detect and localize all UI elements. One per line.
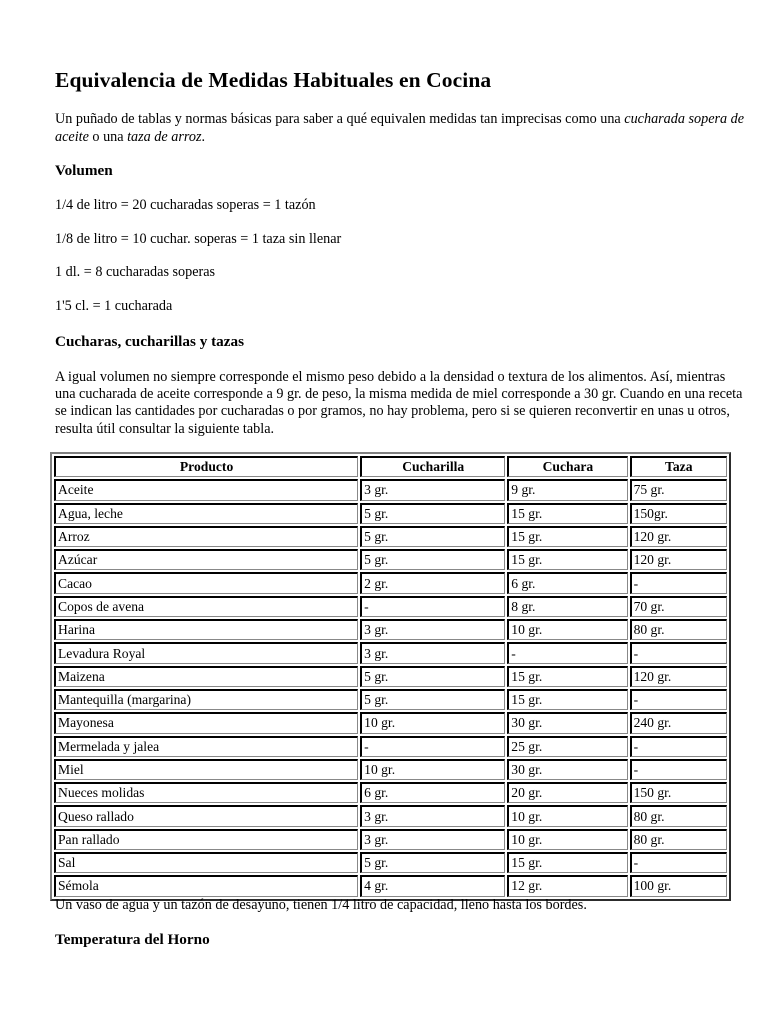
- cell-producto: Levadura Royal: [54, 642, 358, 663]
- header-cuchara: Cuchara: [507, 456, 627, 477]
- equivalence-table: [50, 452, 731, 901]
- cell-producto: Mermelada y jalea: [54, 736, 358, 757]
- cell-producto: Miel: [54, 759, 358, 780]
- cell-cuchara: 15 gr.: [507, 526, 627, 547]
- table-row: [54, 829, 727, 850]
- cell-cuchara: 12 gr.: [507, 875, 627, 896]
- cell-cuchara: 6 gr.: [507, 572, 627, 593]
- cell-cuchara: 15 gr.: [507, 503, 627, 524]
- cell-producto: Mantequilla (margarina): [54, 689, 358, 710]
- cell-cucharilla: 5 gr.: [360, 852, 505, 873]
- table-row: [54, 642, 727, 663]
- table-body: [54, 479, 727, 896]
- volumen-line: 1/8 de litro = 10 cuchar. soperas = 1 taza sin llenar: [55, 231, 342, 247]
- cell-producto: Arroz: [54, 526, 358, 547]
- intro-text-after: .: [201, 129, 206, 145]
- cell-cuchara: 15 gr.: [507, 852, 627, 873]
- cell-producto: Maizena: [54, 666, 358, 687]
- cell-taza: -: [630, 689, 727, 710]
- intro-text-middle: o una: [88, 129, 128, 145]
- cell-cuchara: 8 gr.: [507, 596, 627, 617]
- table-row: [54, 479, 727, 500]
- volumen-line: 1 dl. = 8 cucharadas soperas: [55, 264, 216, 280]
- volumen-line: 1/4 de litro = 20 cucharadas soperas = 1 tazón: [55, 197, 316, 213]
- table-row: [54, 503, 727, 524]
- cell-cucharilla: 10 gr.: [360, 759, 505, 780]
- cell-cucharilla: -: [360, 736, 505, 757]
- intro-italic-arroz: taza de arroz: [127, 129, 202, 145]
- table-row: [54, 666, 727, 687]
- cell-cucharilla: 3 gr.: [360, 479, 505, 500]
- cell-taza: 120 gr.: [630, 549, 727, 570]
- table-header-row: [54, 456, 727, 477]
- cell-producto: Sémola: [54, 875, 358, 896]
- volumen-line: 1'5 cl. = 1 cucharada: [55, 298, 173, 314]
- cell-cucharilla: 10 gr.: [360, 712, 505, 733]
- heading-horno: Temperatura del Horno: [55, 931, 210, 948]
- cell-producto: Pan rallado: [54, 829, 358, 850]
- cell-producto: Cacao: [54, 572, 358, 593]
- cell-taza: -: [630, 759, 727, 780]
- cell-cuchara: 15 gr.: [507, 689, 627, 710]
- cell-producto: Copos de avena: [54, 596, 358, 617]
- cell-cucharilla: 3 gr.: [360, 619, 505, 640]
- table-row: [54, 805, 727, 826]
- cell-cuchara: -: [507, 642, 627, 663]
- cell-cucharilla: 5 gr.: [360, 503, 505, 524]
- table-row: [54, 572, 727, 593]
- cell-taza: 75 gr.: [630, 479, 727, 500]
- cell-taza: -: [630, 852, 727, 873]
- cell-cucharilla: 5 gr.: [360, 526, 505, 547]
- cell-producto: Aceite: [54, 479, 358, 500]
- cell-cuchara: 25 gr.: [507, 736, 627, 757]
- cell-taza: 100 gr.: [630, 875, 727, 896]
- cell-taza: 80 gr.: [630, 829, 727, 850]
- intro-italic-aceite: cucharada sopera de aceite: [55, 111, 745, 145]
- cell-cuchara: 10 gr.: [507, 619, 627, 640]
- header-producto: Producto: [54, 456, 358, 477]
- cell-cuchara: 10 gr.: [507, 829, 627, 850]
- cell-cucharilla: 3 gr.: [360, 829, 505, 850]
- cell-producto: Queso rallado: [54, 805, 358, 826]
- table-row: [54, 549, 727, 570]
- cell-producto: Azúcar: [54, 549, 358, 570]
- header-cucharilla: Cucharilla: [360, 456, 505, 477]
- intro-paragraph: [55, 110, 745, 146]
- intro-text-before: Un puñado de tablas y normas básicas para saber a qué equivalen medidas tan imprecisas como una: [55, 111, 625, 127]
- cell-cucharilla: 5 gr.: [360, 689, 505, 710]
- cell-cuchara: 15 gr.: [507, 549, 627, 570]
- cell-producto: Harina: [54, 619, 358, 640]
- cell-taza: -: [630, 572, 727, 593]
- table-row: [54, 852, 727, 873]
- table-row: [54, 736, 727, 757]
- cell-cuchara: 20 gr.: [507, 782, 627, 803]
- table-row: [54, 596, 727, 617]
- table-row: [54, 875, 727, 896]
- cell-cucharilla: 3 gr.: [360, 805, 505, 826]
- cell-cuchara: 9 gr.: [507, 479, 627, 500]
- table-row: [54, 759, 727, 780]
- cell-cuchara: 30 gr.: [507, 759, 627, 780]
- cucharas-paragraph: A igual volumen no siempre corresponde el mismo peso debido a la densidad o textura de los alimentos. Así, mientras una cucharada de aceite corresponde a 9 gr. de peso, la misma medida de miel corresponde a 30 gr. Cuando en una receta se indican las cantidades por cucharadas o por gramos, no hay problema, pero si se quieren reconvertir en unas u otros, resulta útil consultar la siguiente tabla.: [55, 369, 743, 437]
- cell-taza: 120 gr.: [630, 666, 727, 687]
- cell-taza: -: [630, 736, 727, 757]
- cell-cuchara: 15 gr.: [507, 666, 627, 687]
- cell-cucharilla: 6 gr.: [360, 782, 505, 803]
- cell-producto: Mayonesa: [54, 712, 358, 733]
- table-row: [54, 526, 727, 547]
- cell-taza: 80 gr.: [630, 619, 727, 640]
- table-row: [54, 782, 727, 803]
- cell-cucharilla: -: [360, 596, 505, 617]
- cell-taza: 70 gr.: [630, 596, 727, 617]
- table-row: [54, 619, 727, 640]
- cell-taza: -: [630, 642, 727, 663]
- cell-producto: Nueces molidas: [54, 782, 358, 803]
- table-row: [54, 689, 727, 710]
- table-row: [54, 712, 727, 733]
- cell-taza: 150 gr.: [630, 782, 727, 803]
- cell-producto: Agua, leche: [54, 503, 358, 524]
- cell-cuchara: 10 gr.: [507, 805, 627, 826]
- cell-producto: Sal: [54, 852, 358, 873]
- cell-taza: 80 gr.: [630, 805, 727, 826]
- cell-cucharilla: 5 gr.: [360, 666, 505, 687]
- cell-cucharilla: 3 gr.: [360, 642, 505, 663]
- heading-cucharas: Cucharas, cucharillas y tazas: [55, 333, 244, 350]
- cell-cuchara: 30 gr.: [507, 712, 627, 733]
- note-paragraph: Un vaso de agua y un tazón de desayuno, tienen 1/4 litro de capacidad, lleno hasta los bordes.: [55, 897, 587, 913]
- cell-taza: 150gr.: [630, 503, 727, 524]
- cell-cucharilla: 4 gr.: [360, 875, 505, 896]
- cell-cucharilla: 2 gr.: [360, 572, 505, 593]
- heading-volumen: Volumen: [55, 162, 113, 179]
- cell-cucharilla: 5 gr.: [360, 549, 505, 570]
- cell-taza: 240 gr.: [630, 712, 727, 733]
- cell-taza: 120 gr.: [630, 526, 727, 547]
- page-title: Equivalencia de Medidas Habituales en Cocina: [55, 68, 492, 92]
- header-taza: Taza: [630, 456, 727, 477]
